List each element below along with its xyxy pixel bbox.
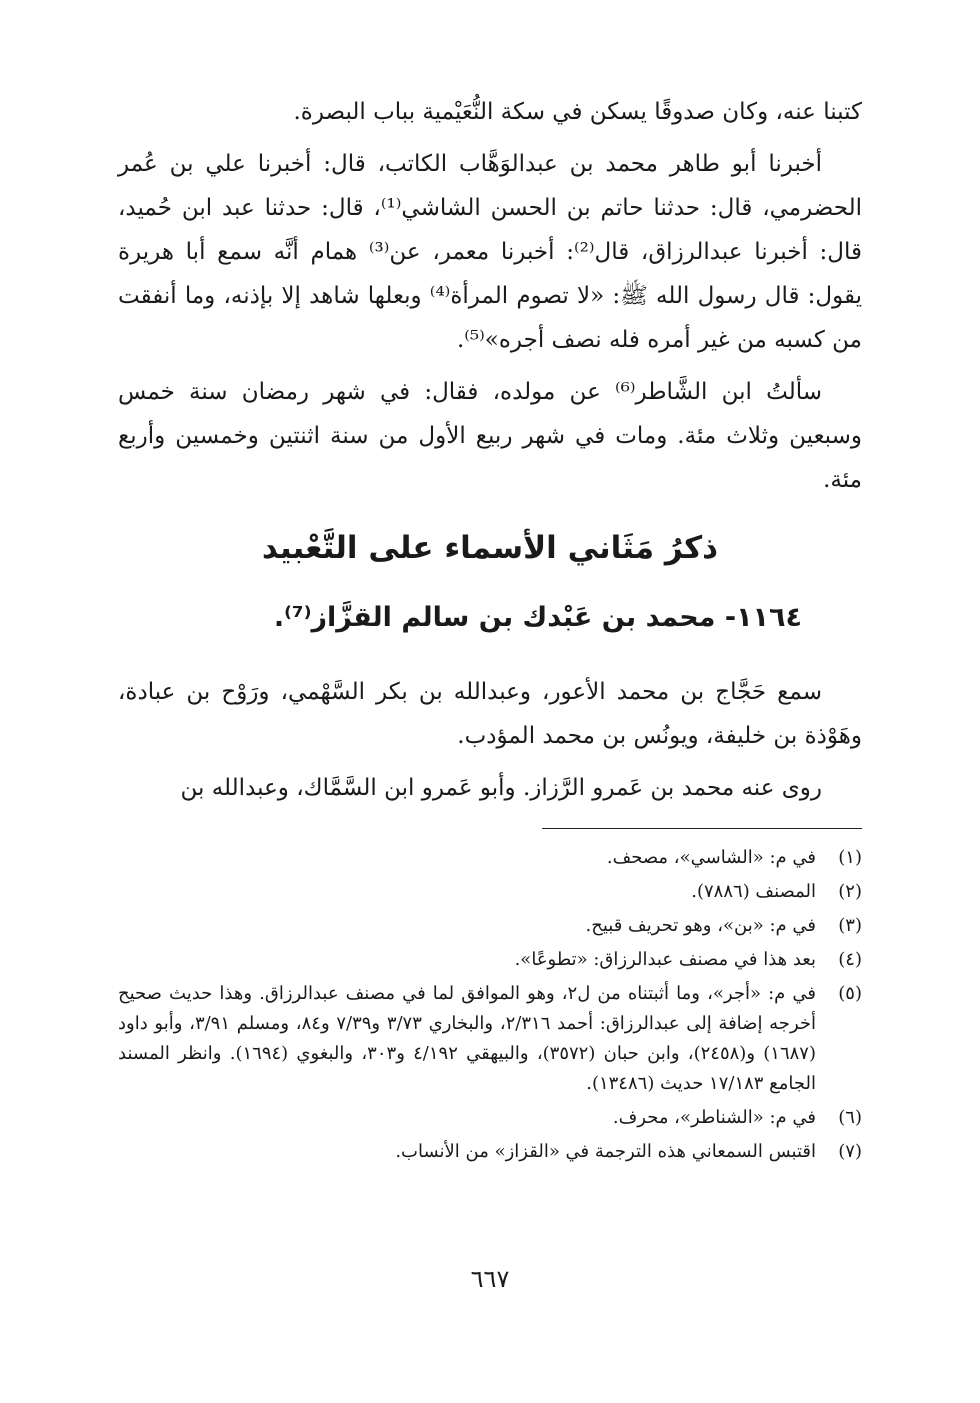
footnote-text: في م: «الشاسي»، مصحف. (606, 847, 816, 868)
footnote-text: في م: «الشناطر»، محرف. (612, 1107, 816, 1128)
entry-paragraph-students: روى عنه محمد بن عَمرو الرَّزاز. وأبو عَمرو ابن السَّمَّاك، وعبدالله بن (180, 775, 822, 801)
footnote-text: اقتبس السمعاني هذه الترجمة في «القزاز» من الأنساب. (395, 1141, 816, 1162)
body-paragraph-isnad: أخبرنا أبو طاهر محمد بن عبدالوَهَّاب الكاتب، قال: أخبرنا علي بن عُمر الحضرمي، قال: حدثنا حاتم بن الحسن الشاشي⁽¹⁾، قال: حدثنا عبد ابن حُميد، قال: أخبرنا عبدالرزاق، قال⁽²⁾: أخبرنا معمر، عن⁽³⁾ همام أنَّه سمع أبا هريرة يقول: قال رسول الله ﷺ: «لا تصوم المرأة⁽⁴⁾ وبعلها شاهد إلا بإذنه، وما أنفقت من كسبه من غير أمره فله نصف أجره»⁽⁵⁾. (118, 151, 863, 353)
footnote-number: (٤) (838, 949, 862, 970)
footnote-text: في م: «بن»، وهو تحريف قبيح. (585, 915, 816, 936)
entry-paragraph-teachers: سمع حَجَّاج بن محمد الأعور، وعبدالله بن بكر السَّهْمي، ورَوْح بن عبادة، وهَوْذة بن خليفة، ويونُس بن محمد المؤدب. (118, 679, 862, 749)
footnote-3 (118, 911, 862, 941)
footnote-number: (١) (838, 847, 862, 868)
footnote-5 (118, 979, 862, 1099)
footnote-number: (٧) (838, 1141, 862, 1162)
footnote-number: (٥) (838, 983, 862, 1004)
entry-title: ١١٦٤- محمد بن عَبْدك بن سالم القزَّاز⁽⁷⁾. (273, 602, 802, 633)
footnote-number: (٣) (838, 915, 862, 936)
page-number: ٦٦٧ (470, 1265, 510, 1293)
footnote-number: (٦) (838, 1107, 862, 1128)
body-paragraph-birth-death: سألتُ ابن الشَّاطر⁽⁶⁾ عن مولده، فقال: في شهر رمضان سنة خمس وسبعين وثلاث مئة. ومات في شهر ربيع الأول من سنة اثنتين وخمسين وأربع مئة. (118, 379, 862, 493)
footnote-6 (118, 1103, 862, 1133)
footnote-7 (118, 1137, 862, 1167)
footnote-2 (118, 877, 862, 907)
footnote-text: في م: «أجر»، وما أثبتناه من ل٢، وهو الموافق لما في مصنف عبدالرزاق. وهذا حديث صحيح أخرجه إضافة إلى عبدالرزاق: أحمد ٢/٣١٦، والبخاري ٣/٧٣ و٧/٣٩ و٨٤، ومسلم ٣/٩١، وأبو داود (١٦٨٧) و(٢٤٥٨)، وابن حبان (٣٥٧٢)، والبيهقي ٤/١٩٢ و٣٠٣، والبغوي (١٦٩٤). وانظر المسند الجامع ١٧/١٨٣ حديث (١٣٤٨٦). (118, 983, 816, 1094)
footnote-text: بعد هذا في مصنف عبدالرزاق: «تطوعًا». (514, 949, 816, 970)
footnote-separator (542, 828, 862, 829)
footnote-text: المصنف (٧٨٨٦). (691, 881, 816, 902)
footnote-number: (٢) (838, 881, 862, 902)
footnotes (118, 843, 862, 1167)
section-title: ذكرُ مَثَاني الأسماء على التَّعْبيد (261, 530, 719, 566)
footnote-1 (118, 843, 862, 873)
body-paragraph-continuation: كتبنا عنه، وكان صدوقًا يسكن في سكة النُّعَيْمية بباب البصرة. (293, 99, 862, 125)
footnote-4 (118, 945, 862, 975)
